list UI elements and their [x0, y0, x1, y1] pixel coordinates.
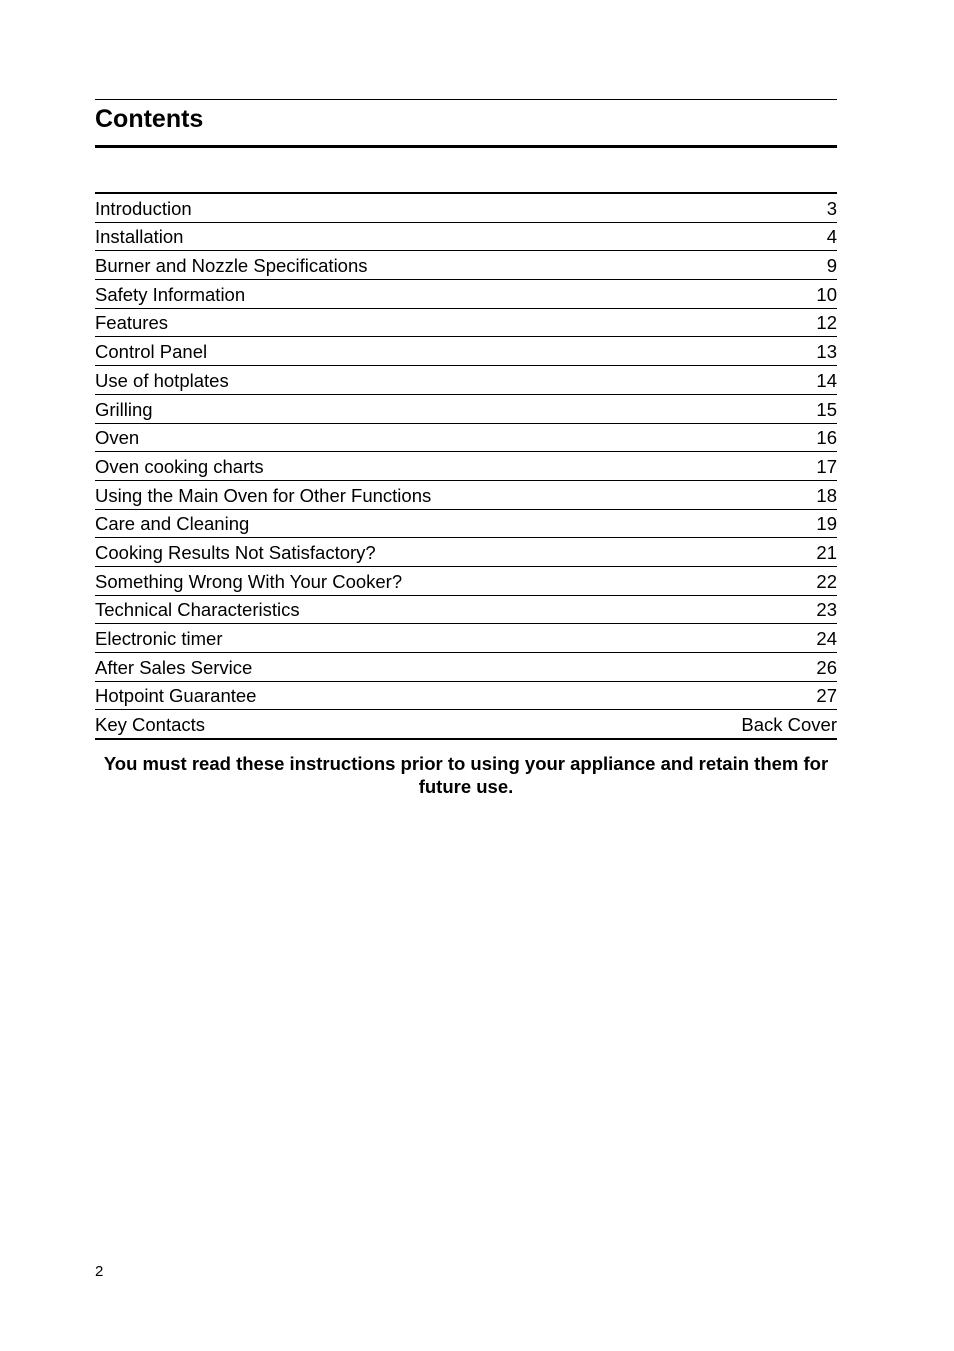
toc-entry-page: 22: [816, 570, 837, 592]
table-of-contents: [95, 192, 837, 740]
toc-row[interactable]: [95, 223, 837, 252]
toc-entry-page: 9: [826, 255, 837, 277]
toc-entry-page: 16: [816, 427, 837, 449]
toc-row[interactable]: [95, 366, 837, 395]
toc-row[interactable]: [95, 309, 837, 338]
toc-entry-title: Burner and Nozzle Specifications: [95, 255, 368, 277]
toc-entry-page: Back Cover: [741, 714, 837, 736]
toc-row[interactable]: [95, 481, 837, 510]
toc-row[interactable]: [95, 567, 837, 596]
heading-rule: [95, 145, 837, 148]
toc-row[interactable]: [95, 510, 837, 539]
toc-entry-title: Grilling: [95, 398, 153, 420]
toc-entry-page: 10: [816, 283, 837, 305]
toc-entry-title: Use of hotplates: [95, 369, 229, 391]
toc-entry-title: Care and Cleaning: [95, 513, 250, 535]
toc-row[interactable]: [95, 538, 837, 567]
toc-row[interactable]: [95, 251, 837, 280]
toc-row[interactable]: [95, 395, 837, 424]
toc-entry-page: 23: [816, 599, 837, 621]
toc-row[interactable]: [95, 596, 837, 625]
toc-entry-title: Key Contacts: [95, 714, 206, 736]
toc-entry-title: Installation: [95, 226, 184, 248]
toc-entry-title: Technical Characteristics: [95, 599, 300, 621]
toc-entry-page: 19: [816, 513, 837, 535]
toc-entry-title: Using the Main Oven for Other Functions: [95, 484, 432, 506]
toc-entry-page: 21: [816, 541, 837, 563]
toc-row[interactable]: [95, 682, 837, 711]
read-instructions-notice: You must read these instructions prior to using your appliance and retain them for future use.: [103, 753, 829, 797]
toc-row[interactable]: [95, 710, 837, 740]
toc-entry-page: 12: [816, 312, 837, 334]
toc-entry-title: Safety Information: [95, 283, 246, 305]
toc-row[interactable]: [95, 624, 837, 653]
toc-entry-page: 17: [816, 455, 837, 477]
top-rule: [95, 99, 837, 100]
toc-entry-page: 15: [816, 398, 837, 420]
toc-row[interactable]: [95, 194, 837, 223]
toc-entry-title: After Sales Service: [95, 656, 253, 678]
page-number: 2: [95, 1263, 104, 1280]
toc-entry-page: 13: [816, 341, 837, 363]
toc-entry-page: 4: [826, 226, 837, 248]
toc-entry-title: Electronic timer: [95, 628, 223, 649]
toc-entry-title: Introduction: [95, 197, 192, 219]
toc-row[interactable]: [95, 280, 837, 309]
toc-entry-title: Features: [95, 312, 169, 334]
toc-row[interactable]: [95, 452, 837, 481]
toc-entry-title: Control Panel: [95, 341, 208, 363]
toc-entry-page: 3: [826, 197, 837, 219]
toc-entry-title: Oven cooking charts: [95, 455, 264, 477]
toc-entry-page: 18: [816, 484, 837, 506]
page-title: Contents: [95, 105, 204, 133]
toc-entry-title: Cooking Results Not Satisfactory?: [95, 541, 376, 563]
toc-entry-title: Oven: [95, 427, 140, 449]
toc-row[interactable]: [95, 653, 837, 682]
toc-row[interactable]: [95, 424, 837, 453]
toc-entry-title: Hotpoint Guarantee: [95, 685, 257, 707]
toc-entry-page: 14: [816, 369, 837, 391]
toc-entry-page: 24: [816, 628, 837, 649]
toc-entry-title: Something Wrong With Your Cooker?: [95, 570, 403, 592]
toc-entry-page: 26: [816, 656, 837, 678]
toc-row[interactable]: [95, 337, 837, 366]
toc-entry-page: 27: [816, 685, 837, 707]
